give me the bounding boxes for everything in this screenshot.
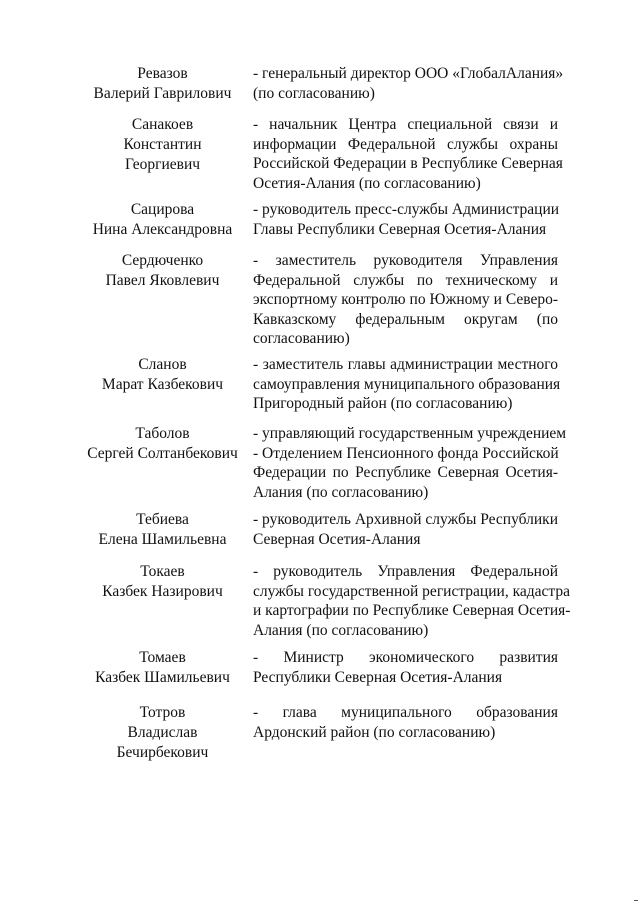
role-line: службы государственной регистрации, кадастра [253,582,570,600]
member-role [253,562,571,640]
role-line: (по согласованию) [253,84,375,102]
name-line: Сердюченко [121,252,204,269]
name-line: Томаев [139,649,186,666]
member-role [253,64,564,103]
member-name [85,510,240,550]
member-role [253,510,558,549]
name-line: Сергей Солтанбекович [87,445,238,462]
name-line: Бечирбекович [116,744,209,761]
name-line: Таболов [135,425,190,442]
name-line: Владислав [127,724,198,741]
role-line: Федеральной службы по техническому и [253,271,558,289]
member-role [253,648,558,687]
role-line: - управляющий государственным учреждением [253,425,567,442]
role-line: - глава муниципального образования [253,704,558,721]
role-line: Северная Осетия-Алания [253,530,421,548]
name-line: Павел Яковлевич [105,272,220,289]
role-line: согласованию) [253,330,350,348]
role-line: - начальник Центра специальной связи и [253,116,558,133]
member-name [85,703,240,763]
role-line: - генеральный директор ООО «ГлобалАлания» [253,65,564,82]
name-line: Казбек Назирович [102,583,223,600]
role-line: Главы Республики Северная Осетия-Алания [253,220,547,238]
name-line: Санакоев [131,116,194,133]
role-line: Осетия-Алания (по согласованию) [253,174,481,192]
role-line: - руководитель Архивной службы Республики [253,511,558,528]
role-line: - руководитель Управления Федеральной [253,563,558,580]
member-name [85,64,240,104]
role-line: самоуправления муниципального образования [253,375,561,393]
member-role [253,251,558,349]
member-name [85,200,240,240]
name-line: Георгиевич [124,156,201,173]
name-line: Сланов [138,356,187,373]
role-line: Кавказскому федеральным округам (по [253,310,558,328]
name-line: Нина Александровна [92,221,233,238]
role-line: Федерации по Республике Северная Осетия- [253,464,558,482]
name-line: Ревазов [137,65,188,82]
member-role [253,424,567,502]
member-role [253,703,558,742]
member-name [85,562,240,602]
role-line: Республики Северная Осетия-Алания [253,668,503,686]
role-line: - руководитель пресс-службы Администрации [253,201,560,218]
member-name [85,424,240,464]
name-line: Тебиева [136,511,189,528]
role-line: и картографии по Республике Северная Осетия- [253,602,571,620]
role-line: - Отделением Пенсионного фонда Российской [253,444,559,462]
member-name [85,251,240,291]
member-name [85,648,240,688]
name-line: Казбек Шамильевич [95,669,230,686]
member-role [253,115,563,193]
name-line: Валерий Гаврилович [93,85,232,102]
role-line: - заместитель руководителя Управления [253,252,558,269]
member-role [253,355,561,414]
role-line: - заместитель главы администрации местного [253,356,558,373]
name-line: Тотров [139,704,186,721]
name-line: Елена Шамильевна [98,531,227,548]
role-line: экспортному контролю по Южному и Северо- [253,291,558,309]
member-name [85,115,240,175]
page-corner-mark [634,900,638,901]
role-line: Пригородный район (по согласованию) [253,395,513,413]
role-line: Ардонский район (по согласованию) [253,723,496,741]
role-line: Российской Федерации в Республике Северная [253,155,563,173]
member-name [85,355,240,395]
role-line: - Министр экономического развития [253,649,558,666]
role-line: Алания (по согласованию) [253,621,429,639]
name-line: Сацирова [130,201,195,218]
role-line: Алания (по согласованию) [253,483,429,501]
name-line: Токаев [140,563,185,580]
name-line: Константин [123,136,202,153]
role-line: информации Федеральной службы охраны [253,135,558,153]
name-line: Марат Казбекович [101,376,224,393]
member-role [253,200,558,239]
